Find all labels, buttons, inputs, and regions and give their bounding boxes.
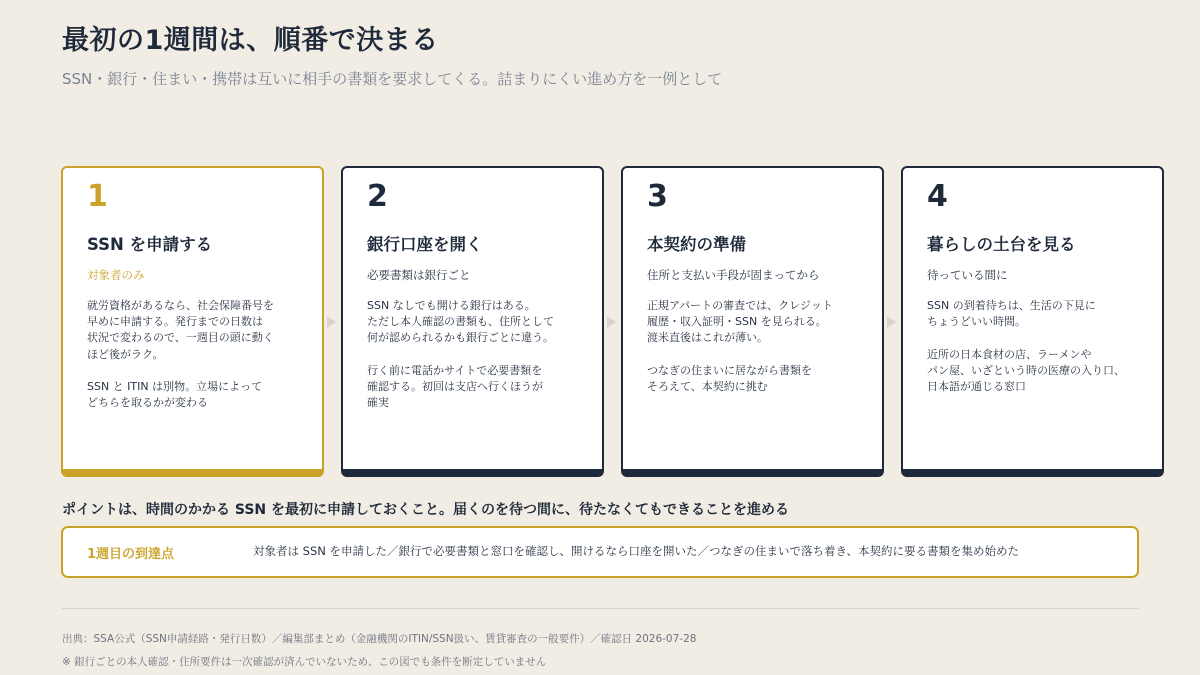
step-card-4 xyxy=(901,166,1164,477)
step-subtitle: 対象者のみ xyxy=(87,268,145,282)
step-number: 4 xyxy=(927,179,948,214)
source-note: 出典：SSA公式（SSN申請経路・発行日数）／編集部まとめ（金融機関のITIN/SSN扱い、賃貸審査の一般要件）／確認日 2026-07-28 xyxy=(62,633,697,645)
step-body: SSN なしでも開ける銀行はある。 ただし本人確認の書類も、住所として 何が認められるかも銀行ごとに違う。 行く前に電話かサイトで必要書類を 確認する。初回は支店へ行くほうが 確実 xyxy=(367,299,554,410)
step-card-1 xyxy=(61,166,324,477)
step-body: 正規アパートの審査では、クレジット 履歴・収入証明・SSN を見られる。 渡米直後はこれが薄い。 つなぎの住まいに居ながら書類を そろえて、本契約に挑む xyxy=(647,299,833,394)
step-title: 本契約の準備 xyxy=(647,235,746,254)
divider xyxy=(62,608,1139,609)
arrow-right-icon xyxy=(327,316,336,328)
goal-text: 対象者は SSN を申請した／銀行で必要書類と窓口を確認し、開けるなら口座を開いた／つなぎの住まいで落ち着き、本契約に要る書類を集め始めた xyxy=(253,544,1020,558)
steps-row xyxy=(61,166,1165,477)
disclaimer-note: ※ 銀行ごとの本人確認・住所要件は一次確認が済んでいないため、この図でも条件を断定していません xyxy=(62,656,547,668)
page-subtitle: SSN・銀行・住まい・携帯は互いに相手の書類を要求してくる。詰まりにくい進め方を一例として xyxy=(62,70,723,88)
goal-box xyxy=(61,526,1139,578)
goal-label: 1週目の到達点 xyxy=(87,547,175,562)
arrow-right-icon xyxy=(887,316,896,328)
step-subtitle: 待っている間に xyxy=(927,268,1008,282)
step-body: 就労資格があるなら、社会保障番号を 早めに申請する。発行までの日数は 状況で変わるので、一週目の頭に動く ほど後がラク。 SSN と ITIN は別物。立場によって どちらを取るかが変わる xyxy=(87,299,274,410)
step-subtitle: 住所と支払い手段が固まってから xyxy=(647,268,820,282)
step-card-3 xyxy=(621,166,884,477)
step-title: SSN を申請する xyxy=(87,235,213,254)
step-number: 1 xyxy=(87,179,108,214)
step-title: 銀行口座を開く xyxy=(367,235,483,254)
step-number: 3 xyxy=(647,179,668,214)
step-subtitle: 必要書類は銀行ごと xyxy=(367,268,471,282)
key-point: ポイントは、時間のかかる SSN を最初に申請しておくこと。届くのを待つ間に、待たなくてもできることを進める xyxy=(62,502,789,518)
page-title: 最初の1週間は、順番で決まる xyxy=(62,25,439,56)
step-body: SSN の到着待ちは、生活の下見に ちょうどいい時間。 近所の日本食材の店、ラーメンや パン屋、いざという時の医療の入り口、 日本語が通じる窓口 xyxy=(927,299,1125,394)
step-card-2 xyxy=(341,166,604,477)
arrow-right-icon xyxy=(607,316,616,328)
step-number: 2 xyxy=(367,179,388,214)
step-title: 暮らしの土台を見る xyxy=(927,235,1076,254)
